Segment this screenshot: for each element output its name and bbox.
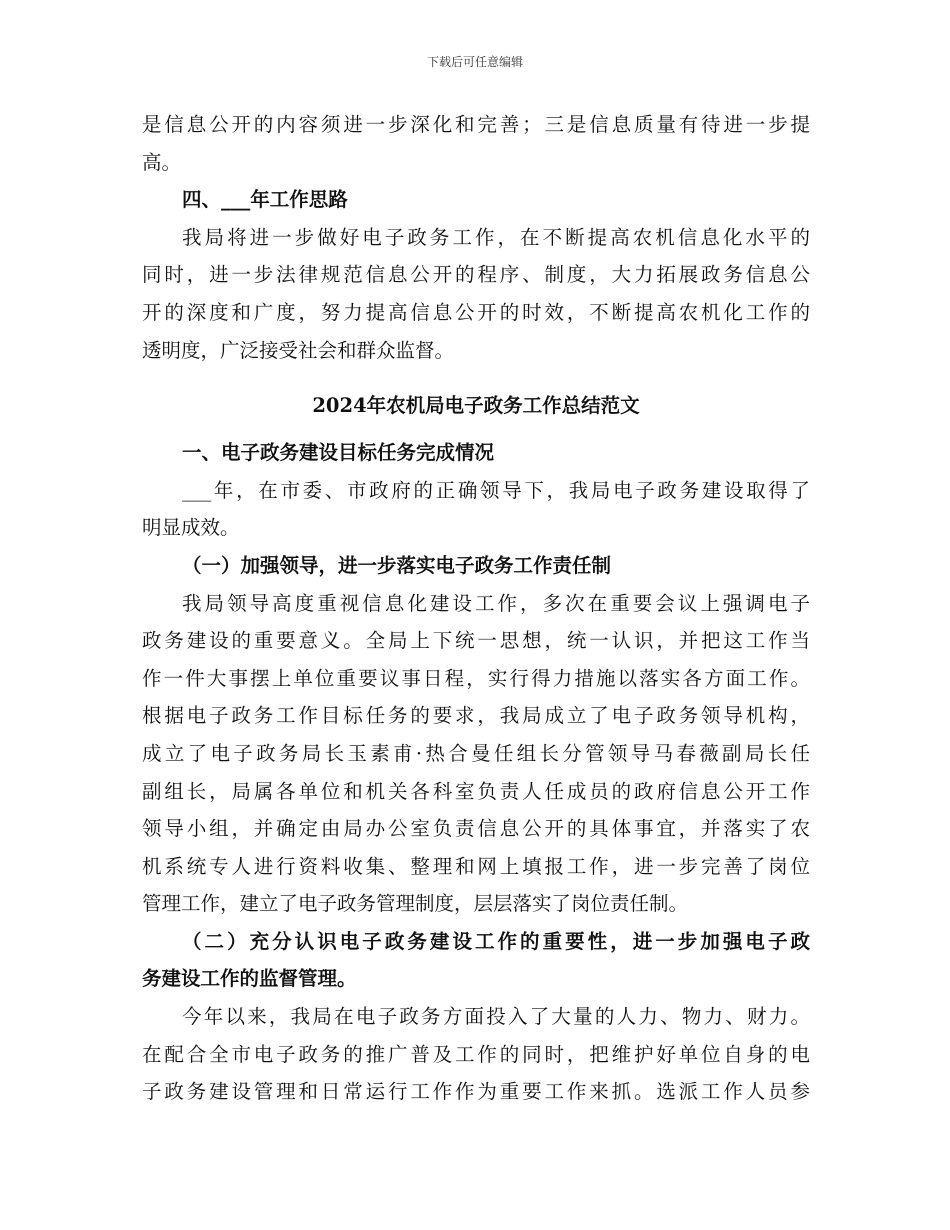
paragraph-line: 今年以来，我局在电子政务方面投入了大量的人力、物力、财力。: [182, 1005, 810, 1029]
paragraph-line: 政务建设的重要意义。全局上下统一思想，统一认识，并把这工作当: [142, 629, 810, 653]
paragraph-line: 机系统专人进行资料收集、整理和网上填报工作，进一步完善了岗位: [142, 854, 810, 878]
paragraph-line: 领导小组，并确定由局办公室负责信息公开的具体事宜，并落实了农: [142, 817, 810, 841]
paragraph-line: 管理工作，建立了电子政务管理制度，层层落实了岗位责任制。: [142, 892, 689, 916]
section-heading: 一、电子政务建设目标任务完成情况: [182, 441, 495, 465]
section-heading: 四、___年工作思路: [182, 188, 348, 212]
paragraph-line: 同时，进一步法律规范信息公开的程序、制度，大力拓展政务信息公: [142, 263, 810, 287]
subsection-heading: （一）加强领导，进一步落实电子政务工作责任制: [182, 553, 612, 577]
paragraph-line: 高。: [142, 150, 182, 174]
paragraph-line: 开的深度和广度，努力提高信息公开的时效，不断提高农机化工作的: [142, 300, 810, 324]
paragraph-line: ___年，在市委、市政府的正确领导下，我局电子政务建设取得了: [182, 478, 810, 502]
document-title: 2024年农机局电子政务工作总结范文: [312, 394, 640, 418]
subsection-heading: 务建设工作的监督管理。: [142, 967, 357, 991]
paragraph-line: 我局领导高度重视信息化建设工作，多次在重要会议上强调电子: [182, 591, 810, 615]
paragraph-line: 在配合全市电子政务的推广普及工作的同时，把维护好单位自身的电: [142, 1042, 810, 1066]
paragraph-line: 我局将进一步做好电子政务工作，在不断提高农机信息化水平的: [182, 225, 810, 249]
document-body: [142, 106, 810, 1111]
paragraph-line: 作一件大事摆上单位重要议事日程，实行得力措施以落实各方面工作。: [142, 666, 810, 690]
paragraph-line: 成立了电子政务局长玉素甫·热合曼任组长分管领导马春薇副局长任: [142, 741, 810, 765]
paragraph-line: 是信息公开的内容须进一步深化和完善；三是信息质量有待进一步提: [142, 113, 810, 136]
paragraph-line: 子政务建设管理和日常运行工作作为重要工作来抓。选派工作人员参: [142, 1080, 810, 1104]
subsection-heading: （二）充分认识电子政务建设工作的重要性，进一步加强电子政: [182, 929, 810, 953]
paragraph-line: 明显成效。: [142, 516, 240, 540]
paragraph-line: 透明度，广泛接受社会和群众监督。: [142, 338, 455, 362]
paragraph-line: 副组长，局属各单位和机关各科室负责人任成员的政府信息公开工作: [142, 779, 810, 803]
page-header: 下载后可任意编辑: [426, 55, 523, 69]
paragraph-line: 根据电子政务工作目标任务的要求，我局成立了电子政务领导机构，: [142, 704, 810, 728]
